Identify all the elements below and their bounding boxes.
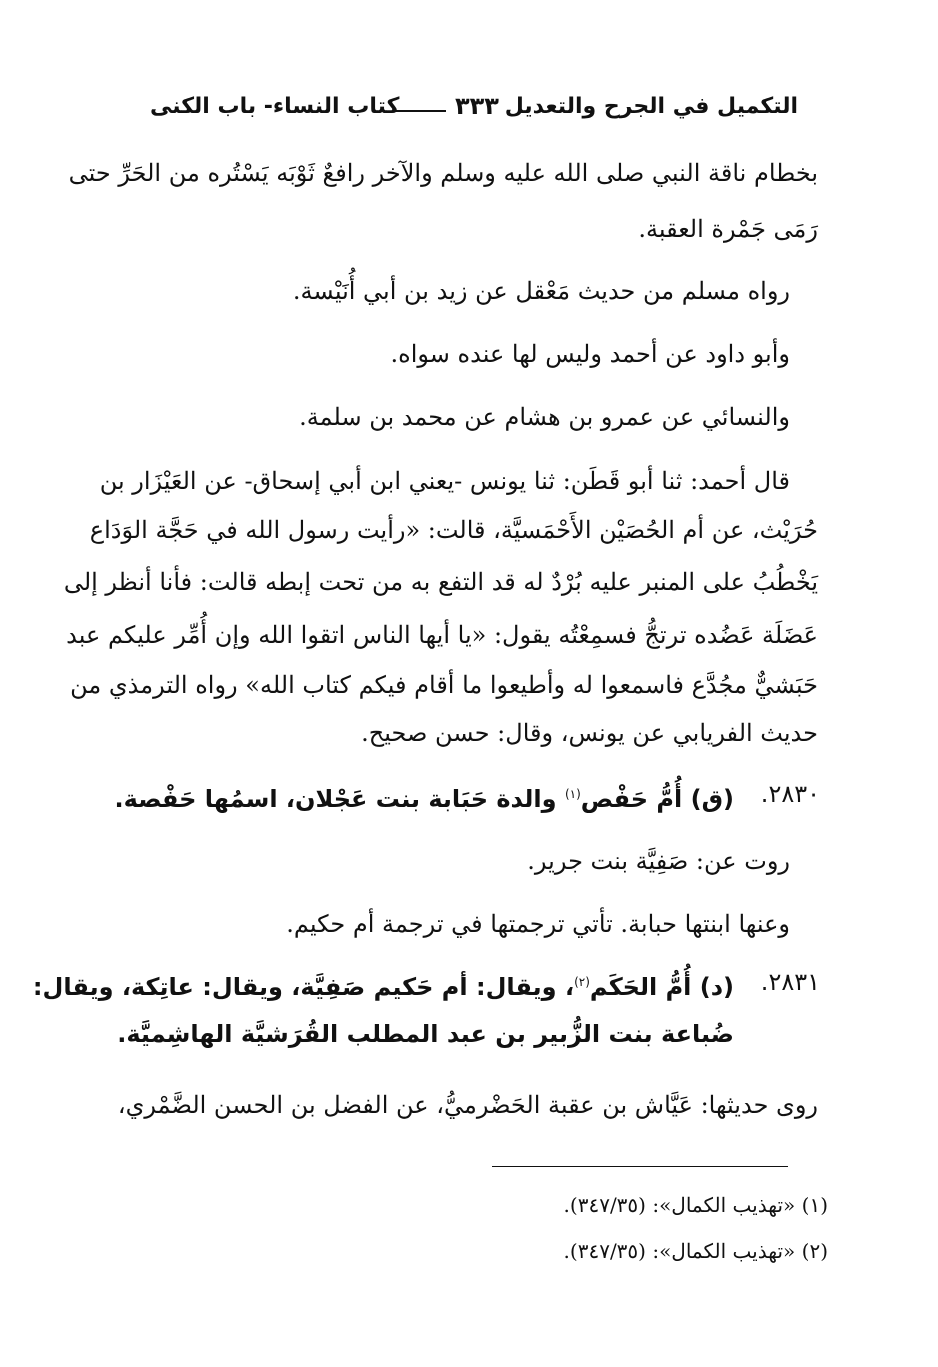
entry-heading-rest: والدة حَبَابة بنت عَجْلان، اسمُها حَفْصة.	[114, 785, 565, 813]
running-header	[150, 88, 798, 128]
text-line: رَمَى جَمْرة العقبة.	[638, 215, 818, 243]
text-line: رواه مسلم من حديث مَعْقل عن زيد بن أبي أُنَيْسة.	[292, 277, 790, 305]
entry-heading-rest: ، ويقال: أم حَكيم صَفِيَّة، ويقال: عاتِكة، ويقال:	[32, 973, 575, 1001]
text-line: وأبو داود عن أحمد وليس لها عنده سواه.	[390, 340, 790, 368]
footnote: (١) «تهذيب الكمال»: (٣٤٧/٣٥).	[563, 1193, 828, 1217]
text-line: روت عن: صَفِيَّة بنت جرير.	[527, 847, 790, 875]
entry-heading-name: (ق) أُمُّ حَفْص	[580, 785, 734, 813]
text-line: عَضَلَة عَضُده ترتجُّ فسمِعْتُه يقول: «يا أيها الناس اتقوا الله وإن أُمِّر عليكم عبد	[66, 621, 818, 649]
book-title: التكميل في الجرح والتعديل	[504, 94, 798, 119]
text-line: يَخْطُبُ على المنبر عليه بُرْدٌ له قد التفع به من تحت إبطه قالت: فأنا أنظر إلى	[63, 568, 818, 596]
entry-number: ٢٨٣١.	[760, 968, 820, 996]
text-line: والنسائي عن عمرو بن هشام عن محمد بن سلمة.	[299, 403, 790, 431]
entry-heading	[33, 966, 734, 1003]
footnote-ref: (١)	[564, 787, 581, 801]
footnote-divider	[492, 1166, 788, 1167]
text-line: حَبَشيٌّ مجُدَّع فاسمعوا له وأطيعوا ما أقام فيكم كتاب الله» رواه الترمذي من	[70, 671, 818, 699]
footnote-ref: (٢)	[574, 975, 590, 989]
entry-heading-name: (د) أُمُّ الحَكَم	[589, 973, 734, 1001]
entry-heading-line2: ضُباعة بنت الزُّبير بن عبد المطلب القُرَشيَّة الهاشِميَّة.	[117, 1020, 734, 1048]
text-line: روى حديثها: عَيَّاش بن عقبة الحَضْرميُّ، عن الفضل بن الحسن الضَّمْري،	[117, 1091, 818, 1119]
footnote: (٢) «تهذيب الكمال»: (٣٤٧/٣٥).	[563, 1239, 828, 1263]
text-line: حُرَيْث، عن أم الحُصَيْن الأَحْمَسيَّة، قالت: «رأيت رسول الله في حَجَّة الوَدَاع	[89, 516, 818, 544]
text-line: قال أحمد: ثنا أبو قَطَن: ثنا يونس -يعني ابن أبي إسحاق- عن العَيْزَار بن	[99, 467, 790, 495]
entry-number: ٢٨٣٠.	[760, 780, 820, 808]
text-line: بخطام ناقة النبي صلى الله عليه وسلم والآخر رافعٌ ثَوْبَه يَسْتُره من الحَرِّ حتى	[68, 159, 818, 187]
header-dash	[418, 110, 446, 112]
entry-heading	[115, 778, 734, 815]
page-number: ٣٣٣	[455, 92, 499, 120]
chapter-title: كتاب النساء- باب الكنى	[150, 94, 400, 119]
text-line: حديث الفريابي عن يونس، وقال: حسن صحيح.	[361, 719, 818, 747]
text-line: وعنها ابنتها حبابة. تأتي ترجمتها في ترجمة أم حكيم.	[286, 910, 790, 938]
